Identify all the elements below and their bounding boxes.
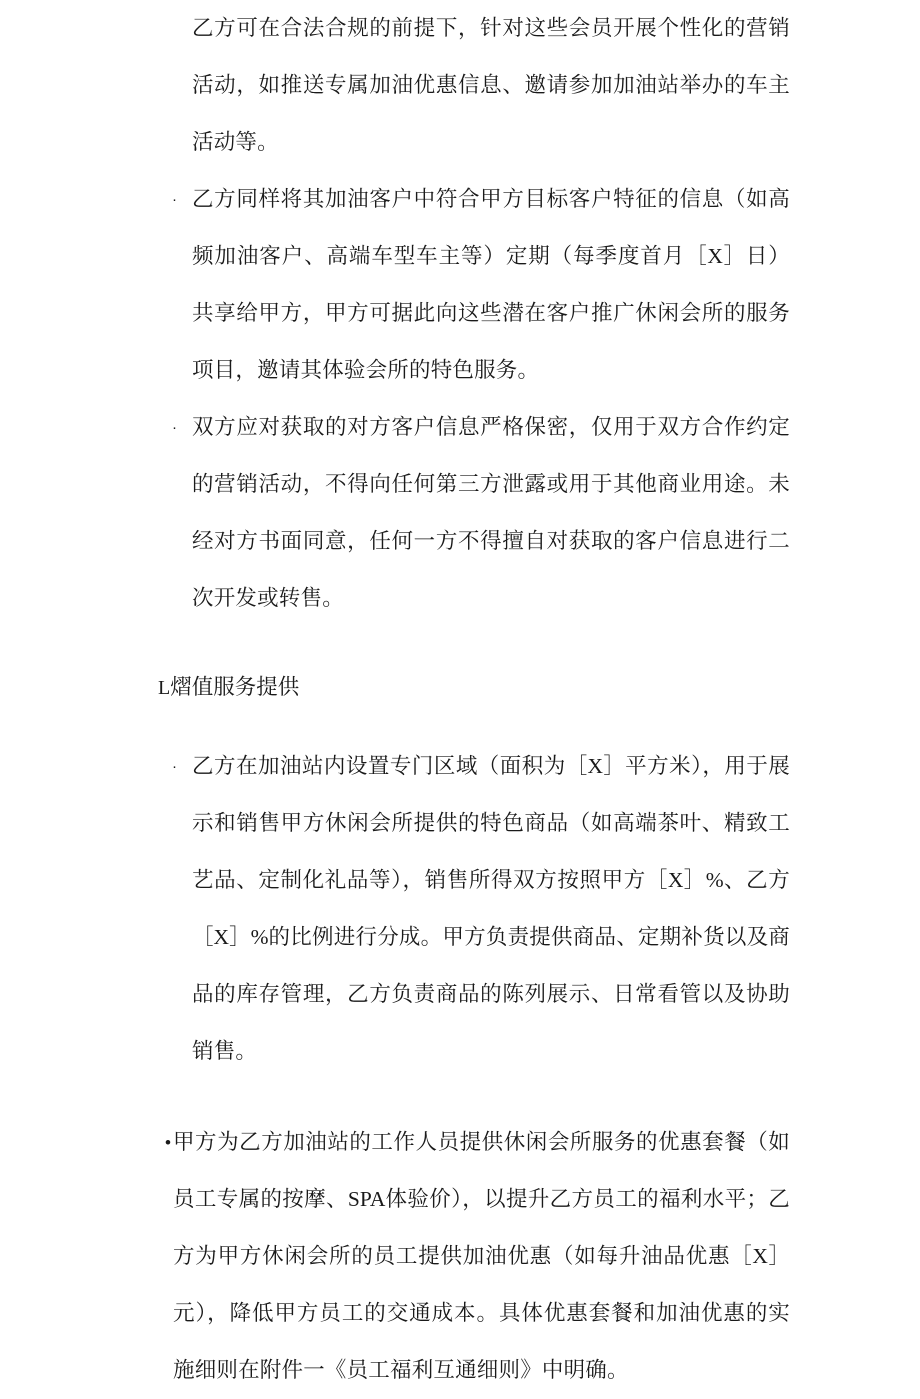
bullet-retail-area-and-revenue-split xyxy=(172,738,791,1080)
text-run: 甲方为乙方加油站的工作人员提供休闲会所服务的优惠套餐（如员工专属的按摩、 xyxy=(173,1130,790,1211)
bullet-confidentiality xyxy=(172,399,790,627)
placeholder-value: ［X］ xyxy=(565,754,626,778)
text-run: 元），降低甲方员工的交通成本。具体优惠套餐和加油优惠的实施细则在附件一《员工福利互通细则》中明确。 xyxy=(173,1301,790,1382)
bullet-text-after-placeholder: 日）共享给甲方，甲方可据此向这些潜在客户推广休闲会所的服务项目，邀请其体验会所的特色服务。 xyxy=(192,244,791,382)
heading-lead-char: L xyxy=(158,677,171,699)
section-heading-value-added-services xyxy=(158,627,790,738)
placeholder-value: ［X］% xyxy=(645,868,724,892)
bullet-text-before-placeholder: 乙方同样将其加油客户中符合甲方目标客户特征的信息（如高频加油客户、高端车型车主等）定期（每季度首月 xyxy=(192,187,790,268)
bullet-staff-benefits-exchange xyxy=(165,1114,790,1399)
placeholder-value: ［X］ xyxy=(730,1244,790,1268)
text-run: 乙方在加油站内设置专门区域（面积为 xyxy=(192,754,566,778)
text-run: 平方米），用于展示和销售甲方休闲会所提供的特色商品（如高端茶叶、精致工艺品、定制化礼品等），销售所得双方按照甲方 xyxy=(192,754,791,892)
text-run: 、乙方 xyxy=(723,868,791,892)
bullet-marker-icon: · xyxy=(172,758,178,775)
bullet-customer-info-sharing xyxy=(172,171,791,399)
bullet-segments xyxy=(192,754,790,1063)
text-run: 的比例进行分成。甲方负责提供商品、定期补货以及商品的库存管理，乙方负责商品的陈列展示、日常看管以及协助销售。 xyxy=(192,925,791,1063)
bullet-marker-icon: • xyxy=(165,1133,172,1152)
latin-run: SPA xyxy=(347,1187,386,1211)
text-run: 体验价），以提升乙方员工的福利水平；乙方为甲方休闲会所的员工提供加油优惠（如每升油品优惠 xyxy=(173,1187,790,1268)
paragraph-member-marketing-continued: 乙方可在合法合规的前提下，针对这些会员开展个性化的营销活动，如推送专属加油优惠信息、邀请参加加油站举办的车主活动等。 xyxy=(192,16,790,154)
placeholder-value: ［X］% xyxy=(192,925,269,949)
heading-label: 熠值服务提供 xyxy=(170,675,300,699)
bullet-marker-icon: · xyxy=(172,191,178,208)
bullet-marker-icon: · xyxy=(172,419,178,436)
bullet-segments xyxy=(173,1130,790,1382)
placeholder-value-date: ［X］ xyxy=(685,244,746,268)
bullet-text: 双方应对获取的对方客户信息严格保密，仅用于双方合作约定的营销活动，不得向任何第三方泄露或用于其他商业用途。未经对方书面同意，任何一方不得擅自对获取的客户信息进行二次开发或转售。 xyxy=(192,415,790,610)
